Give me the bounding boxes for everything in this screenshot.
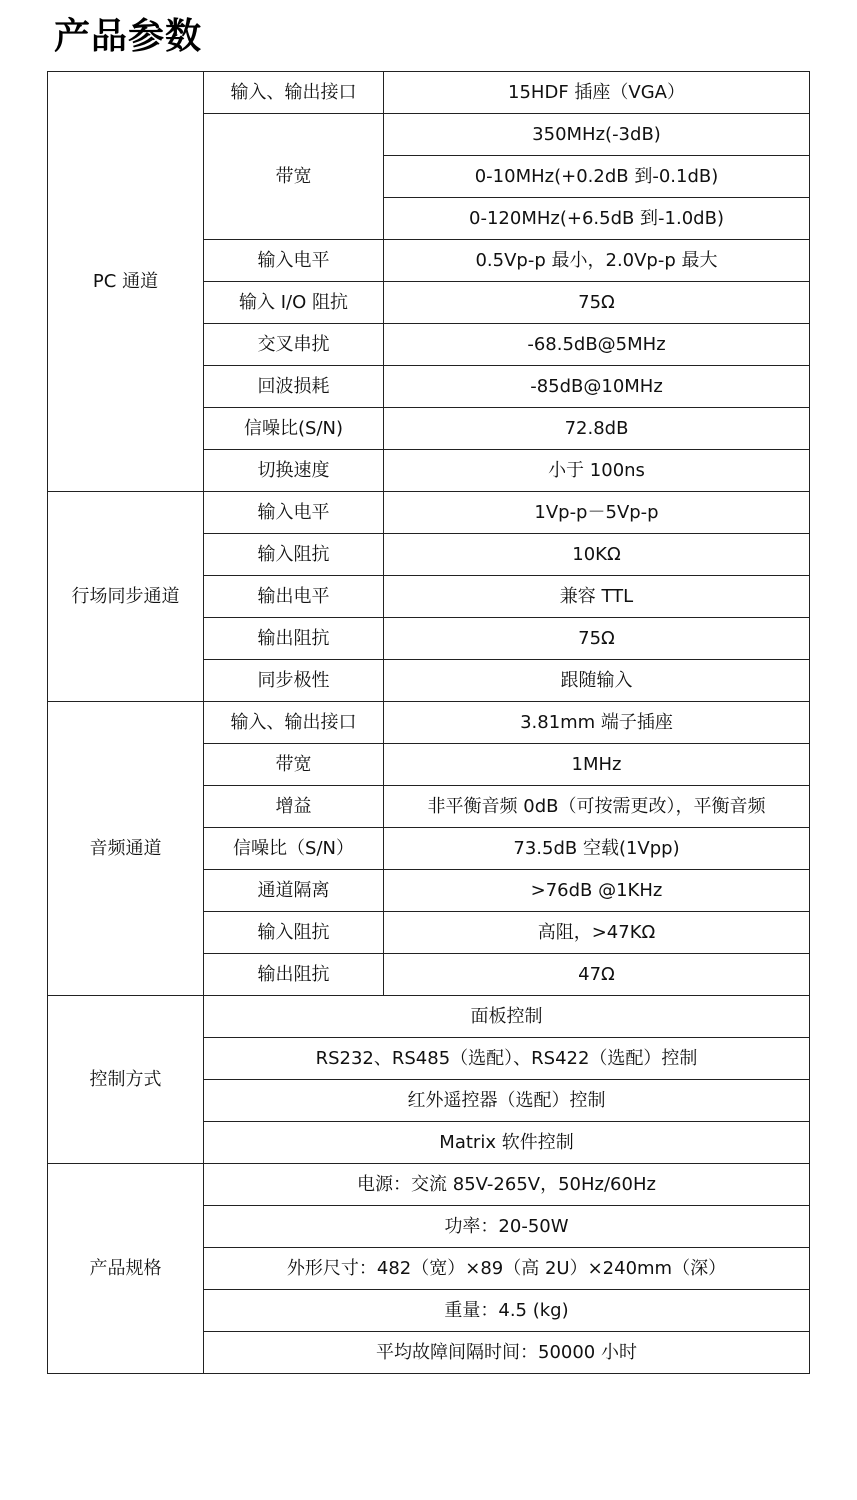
param-label: 输入、输出接口 [204,72,384,114]
param-value: 47Ω [384,954,810,996]
param-value: >76dB @1KHz [384,870,810,912]
param-value: 1Vp-p－5Vp-p [384,492,810,534]
spec-table [47,71,810,1374]
param-value: 跟随输入 [384,660,810,702]
spec-row [48,702,810,744]
section-name: PC 通道 [48,72,204,492]
param-label: 输出电平 [204,576,384,618]
param-value: 0-10MHz(+0.2dB 到-0.1dB) [384,156,810,198]
spec-row [48,492,810,534]
param-value: 15HDF 插座（VGA） [384,72,810,114]
param-value: 72.8dB [384,408,810,450]
param-label: 回波损耗 [204,366,384,408]
param-value: 高阻，>47KΩ [384,912,810,954]
spec-row [48,1164,810,1206]
param-value: 10KΩ [384,534,810,576]
page-title: 产品参数 [54,16,203,57]
param-label: 输入电平 [204,492,384,534]
param-value: 面板控制 [204,996,810,1038]
param-label: 输入 I/O 阻抗 [204,282,384,324]
param-value: 1MHz [384,744,810,786]
param-label: 输入阻抗 [204,534,384,576]
param-value: 重量：4.5 (kg) [204,1290,810,1332]
param-label: 输入电平 [204,240,384,282]
param-label: 输入、输出接口 [204,702,384,744]
param-value: 73.5dB 空载(1Vpp) [384,828,810,870]
param-value: 兼容 TTL [384,576,810,618]
param-label: 带宽 [204,744,384,786]
param-value: 外形尺寸：482（宽）×89（高 2U）×240mm（深） [204,1248,810,1290]
param-value: Matrix 软件控制 [204,1122,810,1164]
param-value: 75Ω [384,282,810,324]
param-label: 输出阻抗 [204,618,384,660]
param-value: 0-120MHz(+6.5dB 到-1.0dB) [384,198,810,240]
param-label: 通道隔离 [204,870,384,912]
param-value: 3.81mm 端子插座 [384,702,810,744]
param-value: 0.5Vp-p 最小，2.0Vp-p 最大 [384,240,810,282]
param-value: 电源：交流 85V-265V，50Hz/60Hz [204,1164,810,1206]
param-label: 交叉串扰 [204,324,384,366]
param-label: 输入阻抗 [204,912,384,954]
param-label: 增益 [204,786,384,828]
spec-row [48,996,810,1038]
param-label: 信噪比（S/N） [204,828,384,870]
section-name: 行场同步通道 [48,492,204,702]
param-value: RS232、RS485（选配）、RS422（选配）控制 [204,1038,810,1080]
param-label: 输出阻抗 [204,954,384,996]
param-label: 带宽 [204,114,384,240]
param-value: 非平衡音频 0dB（可按需更改），平衡音频 [384,786,810,828]
section-name: 产品规格 [48,1164,204,1374]
section-name: 音频通道 [48,702,204,996]
spec-row [48,72,810,114]
param-label: 切换速度 [204,450,384,492]
param-value: -85dB@10MHz [384,366,810,408]
param-value: 红外遥控器（选配）控制 [204,1080,810,1122]
param-value: 功率：20-50W [204,1206,810,1248]
param-label: 同步极性 [204,660,384,702]
section-name: 控制方式 [48,996,204,1164]
param-value: 350MHz(-3dB) [384,114,810,156]
param-value: 平均故障间隔时间：50000 小时 [204,1332,810,1374]
param-value: -68.5dB@5MHz [384,324,810,366]
param-value: 75Ω [384,618,810,660]
param-value: 小于 100ns [384,450,810,492]
param-label: 信噪比(S/N) [204,408,384,450]
